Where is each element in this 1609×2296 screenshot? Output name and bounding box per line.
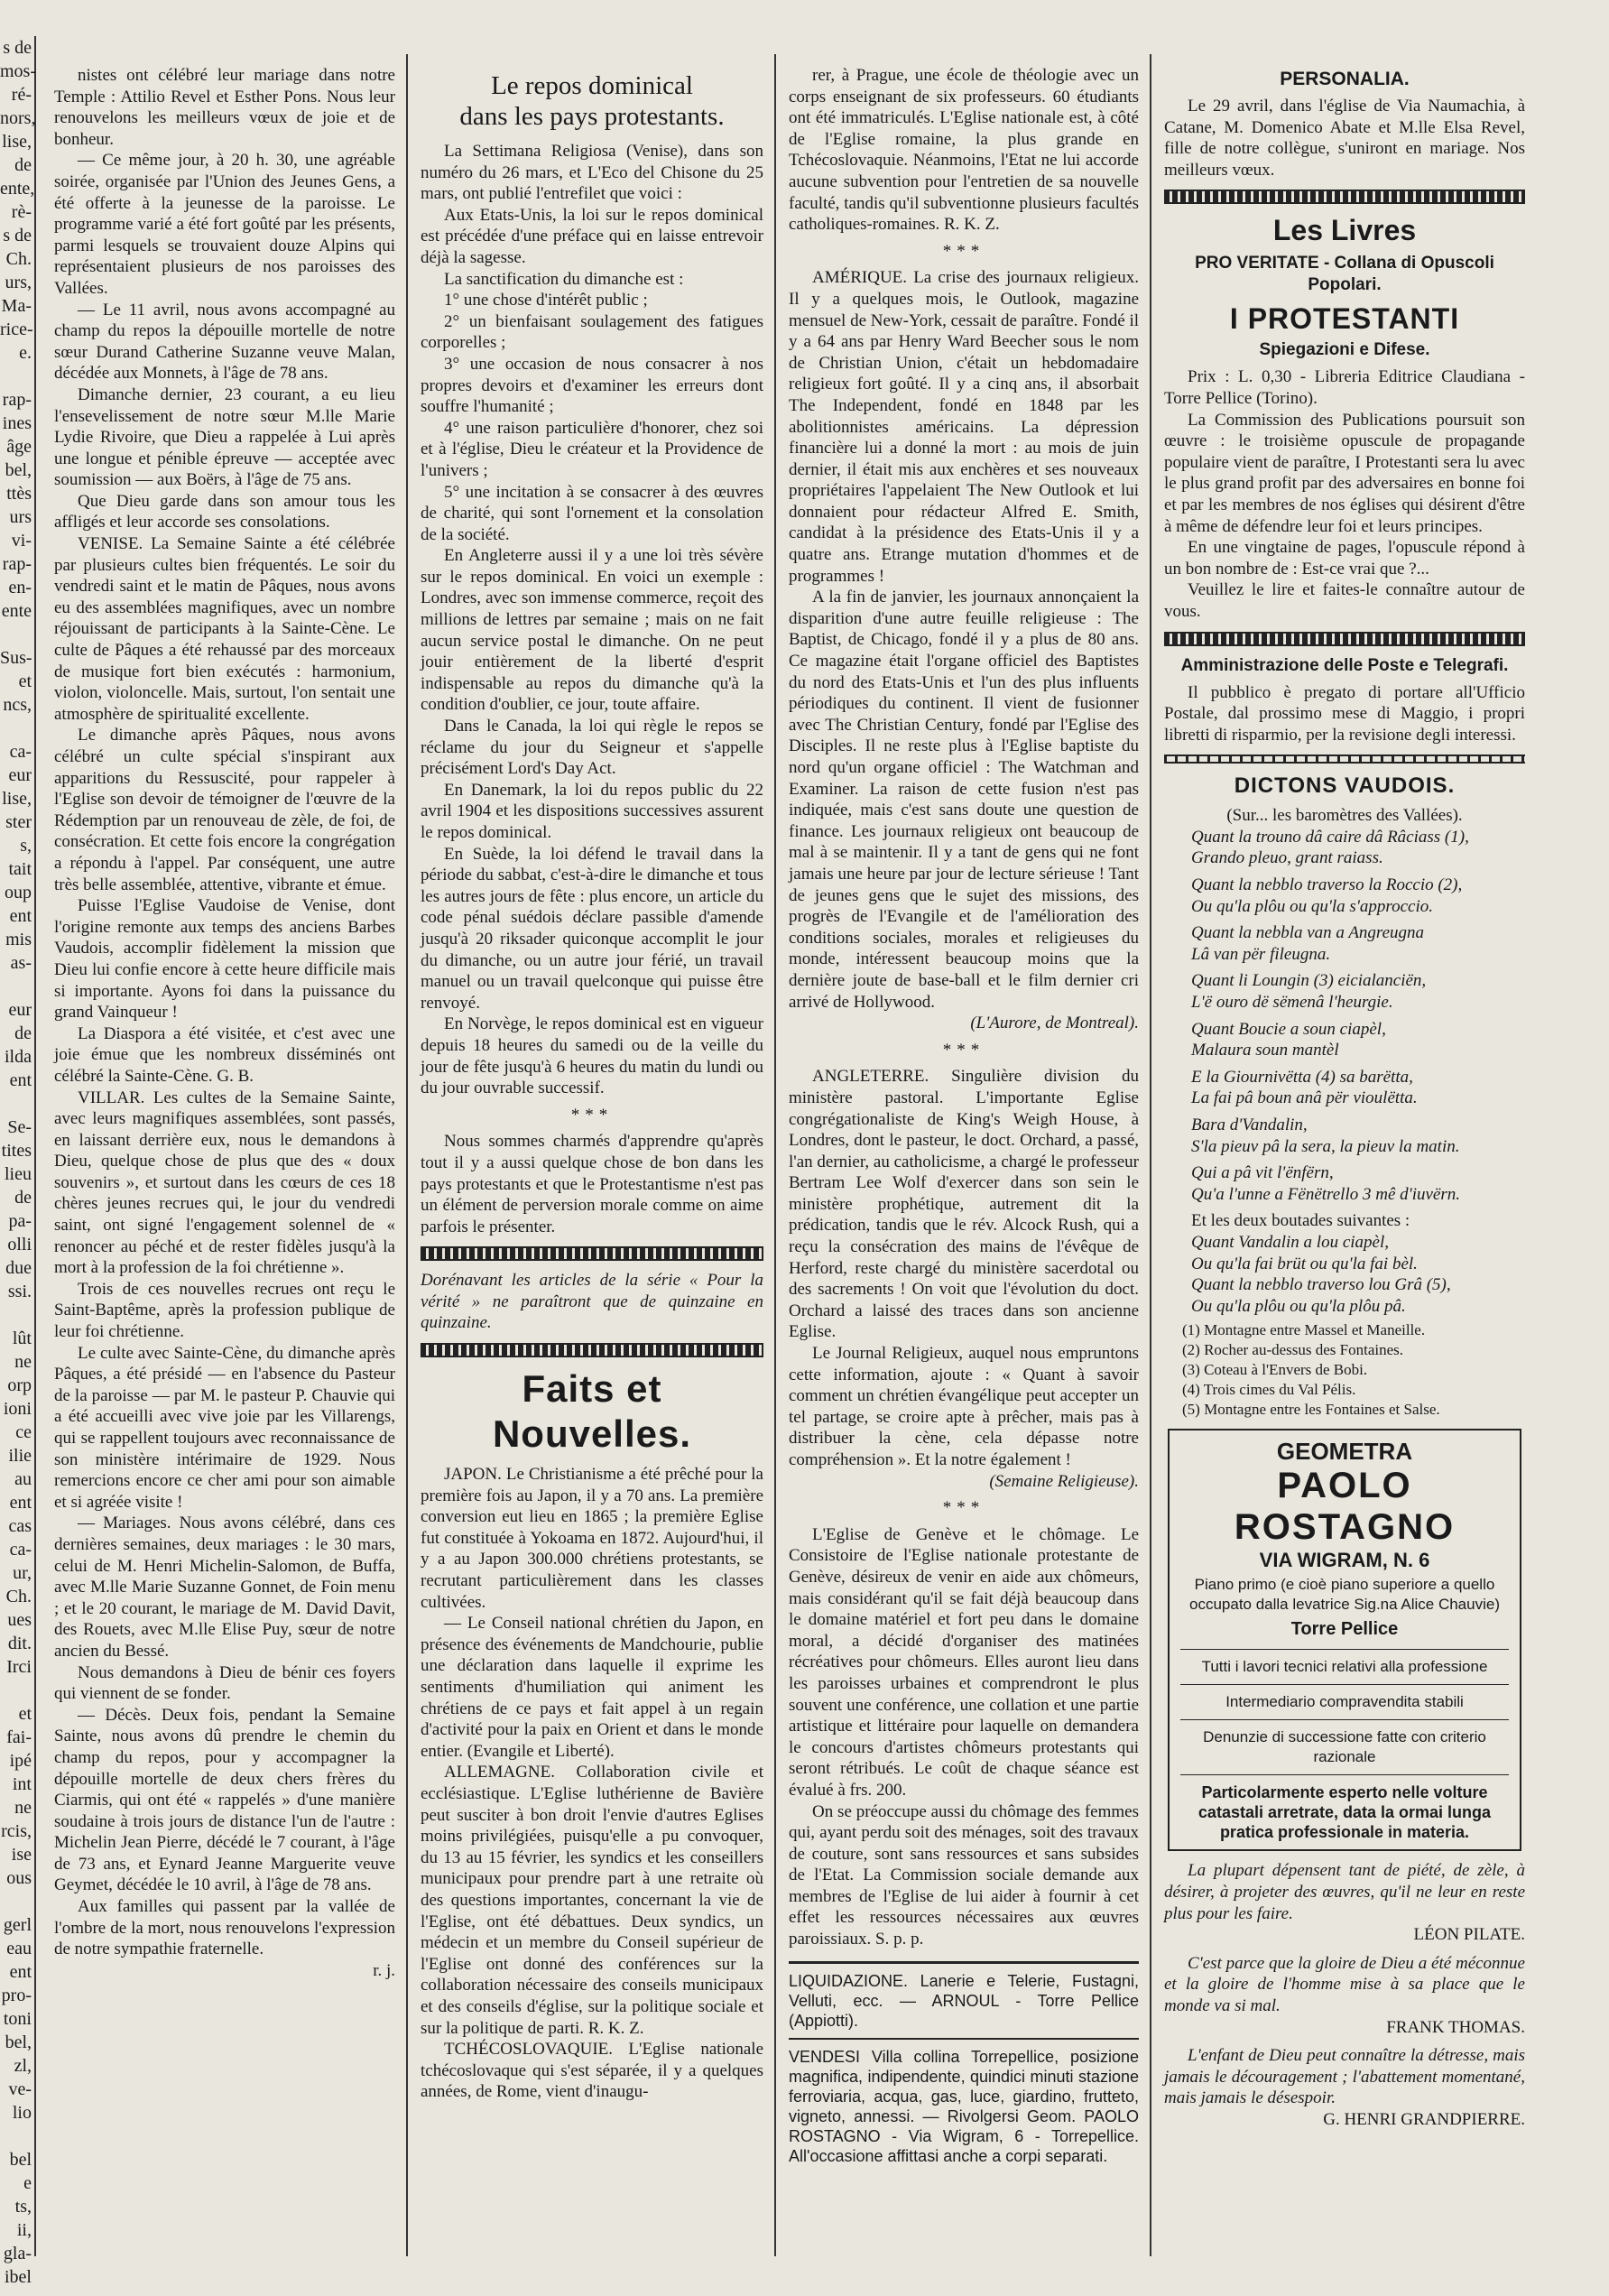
edge-fragment: nors, — [0, 108, 36, 128]
edge-fragment: ines — [2, 413, 32, 433]
edge-fragment: pa- — [8, 1211, 32, 1231]
divider — [1180, 1719, 1509, 1720]
edge-fragment: Ma- — [1, 296, 32, 316]
edge-fragment: ente, — [0, 179, 35, 199]
paragraph: Aux familles qui passent par la vallée de l'ombre de la mort, nous renouvelons l'expression de notre sympathie fraternelle. — [54, 1897, 395, 1959]
column-rule — [406, 54, 408, 2256]
edge-fragment: eur — [8, 1000, 32, 1020]
paragraph: — Ce même jour, à 20 h. 30, une agréable soirée, organisée par l'Union des Jeunes Gens, a été offerte à la jeunesse de la paroisse. Le programme varié a été fort goûté par les présents, parmi lesquels se trouvaient douze Alpins qui représentaient plusieurs de nos paroisses des Vallées. — [54, 151, 395, 298]
edge-fragment — [0, 1890, 34, 1913]
edge-fragment: bel — [9, 2150, 32, 2170]
quotes — [1164, 1860, 1525, 2130]
edge-fragment: ioni — [3, 1399, 32, 1419]
edge-fragment: au — [14, 1469, 32, 1489]
edge-fragment: tites — [1, 1141, 32, 1161]
paragraph: (Semaine Religieuse). — [989, 1471, 1139, 1491]
decorative-border — [1164, 755, 1525, 764]
quote-text: La plupart dépensent tant de piété, de zèle, à désirer, à projeter des œuvres, qu'il ne leur en reste plus pour les faire. — [1164, 1861, 1525, 1923]
edge-fragment: âge — [6, 437, 32, 457]
decorative-border — [1164, 190, 1525, 204]
edge-fragment: urs — [9, 507, 32, 527]
edge-fragment: mos- — [0, 61, 36, 81]
ad-geometra-label: GEOMETRA — [1276, 1438, 1413, 1466]
ad-geometra-town: Torre Pellice — [1290, 1619, 1399, 1640]
edge-fragment — [0, 1679, 34, 1702]
ad-geometra-line: Particolarmente esperto nelle volture catastali arretrate, data la ormai lunga pratica professionale in materia. — [1198, 1783, 1492, 1842]
paragraph: L'Eglise de Genève et le chômage. Le Consistoire de l'Eglise nationale protestante de Genève, désireux de venir en aide aux chômeurs, mais considérant qu'il se fait déjà beaucoup dans le domaine matériel et fort peu dans le domaine moral, a décidé d'organiser des matinées récréatives pour chômeurs. Elles auront lieu dans les paroisses urbaines et comprendront le plus souvent une conférence, une collation et une partie artistique et littéraire pour laquelle on demandera le concours d'artistes chômeurs protestants qui seront rétribués. Le coût de chaque séance est évalué à frs. 200. — [789, 1524, 1139, 1800]
paragraph: Le dimanche après Pâques, nous avons célébré un culte spécial s'inspirant aux apparitions du Ressuscité, pour rappeler à l'Eglise son devoir de témoigner de l'œuvre de la Rédemption par un renouveau de zèle, de foi, de consécration. Et cette fois encore la congrégation a répondu à l'appel. Par conséquent, une autre très belle assemblée, attentive, vibrante et émue. — [54, 726, 395, 894]
paragraph: A la fin de janvier, les journaux annonçaient la disparition d'une autre feuille religieuse : The Baptist, de Chicago, fondé il y a plus de 80 ans. Ce magazine était l'organe officiel des Baptistes du nord des Etats-Unis et l'un des plus influents périodiques du continent. Il vient de fusionner avec The Christian Century, fondé par l'Eglise des Disciples. Il ne reste plus à l'Eglise baptiste du nord qu'un organe officiel : The Watchman and Examiner. La raison de cette fusion n'est pas indiquée, mais c'est sans doute une question de finance. Les journaux religieux ont beaucoup de mal à se maintenir. Il y a tant de gens qui ne font jamais une heure par jour de lecture sérieuse ! Tant de jeunes gens que le sujet des missions, des progrès de l'Evangile et de l'amélioration des conditions sociales, morales et religieuses du monde, intéressent beaucoup moins que la dernière joute de base-ball et le film dernier cri arrivé de Hollywood. — [789, 588, 1139, 1012]
livres-title: Les Livres — [1272, 214, 1417, 247]
paragraph: — Mariages. Nous avons célébré, dans ces dernières semaines, deux mariages : le 30 mars, celui de M. Henri Michelin-Salomon, de Buffa, avec M.lle Marie Suzanne Gonnet, de Foin menu ; et le 20 courant, le mariage de M. David Davit, des Rouets, avec M.lle Elise Puy, sœur de notre ancien du Bessé. — [54, 1514, 395, 1661]
ad-liquidazione: LIQUIDAZIONE. Lanerie e Telerie, Fustagni, Velluti, ecc. — ARNOUL - Torre Pellice (Appiotti). — [789, 1971, 1139, 2030]
paragraph: Nous sommes charmés d'apprendre qu'après tout il y a aussi quelque chose de bon dans les pays protestants et que le Protestantisme n'est pas un élément de perversion morale comme on aime parfois le présenter. — [421, 1132, 763, 1236]
edge-fragment: ncs, — [3, 695, 32, 715]
ad-geometra-name: PAOLO ROSTAGNO — [1234, 1466, 1456, 1548]
poem-line: Quant li Loungin (3) eicialanciën, — [1191, 971, 1427, 991]
divider — [789, 2038, 1139, 2040]
edge-fragment: ts, — [14, 2197, 32, 2217]
paragraph: La Diaspora a été visitée, et c'est avec une joie émue que les nombreux disséminés ont célébré la Sainte-Cène. G. B. — [54, 1023, 395, 1086]
edge-fragment: ous — [6, 1868, 32, 1888]
article-repos-text — [421, 141, 763, 1099]
decorative-border — [421, 1343, 763, 1357]
edge-fragment: olli — [7, 1235, 32, 1254]
ad-vendesi: VENDESI Villa collina Torrepellice, posizione magnifica, indipendente, quindici minuti stazione ferroviaria, acqua, gas, luce, giardino, frutteto, vigneto, annessi. — Rivolgersi Geom. PAOLO ROSTAGNO - Via Wigram, 6 - Torrepellice. All'occasione affittasi anche a corpi separati. — [789, 2047, 1139, 2165]
divider — [1180, 1774, 1509, 1775]
poste-title: Amministrazione delle Poste e Telegrafi. — [1180, 655, 1509, 675]
poem-line: S'la pieuv pâ la sera, la pieuv la matin. — [1191, 1136, 1460, 1156]
ad-geometra-line: Intermediario compravendita stabili — [1225, 1693, 1464, 1711]
edge-fragment: dit. — [7, 1634, 32, 1653]
edge-fragment: bel, — [5, 460, 32, 480]
paragraph: TCHÉCOSLOVAQUIE. L'Eglise nationale tchécoslovaque qui s'est séparée, il y a quelques années, de Rome, vient d'inaugu- — [421, 2040, 763, 2102]
edge-fragment: e. — [19, 343, 32, 363]
paragraph: 5° une incitation à se consacrer à des œuvres de charité, qui sont l'ornement et la consolation de la société. — [421, 482, 763, 544]
poem-line: Grando pleuo, grant raiass. — [1191, 848, 1383, 868]
poem-line: Bara d'Vandalin, — [1191, 1116, 1308, 1134]
edge-fragment: ibel — [5, 2267, 32, 2287]
edge-fragment: pro- — [1, 1986, 32, 2005]
edge-fragment — [0, 1303, 34, 1327]
edge-fragment: s de — [3, 226, 32, 245]
footnote: (2) Rocher au-dessus des Fontaines. — [1182, 1341, 1404, 1359]
article-angleterre — [789, 1066, 1139, 1492]
separator-stars: *** — [942, 241, 985, 261]
edge-fragment: orp — [7, 1375, 32, 1395]
edge-fragment: as- — [10, 953, 32, 973]
quote-text: C'est parce que la gloire de Dieu a été méconnue et la gloire de l'homme mise à sa place que le monde va si mal. — [1164, 1953, 1525, 2015]
edge-fragment: ii, — [16, 2220, 32, 2240]
edge-fragment: mis — [5, 930, 32, 949]
ad-geometra-line: Denunzie di successione fatte con criterio razionale — [1203, 1728, 1486, 1766]
footnote: (4) Trois cimes du Val Pélis. — [1182, 1381, 1356, 1399]
edge-fragment: Se- — [7, 1117, 32, 1137]
edge-fragment: de — [14, 1188, 32, 1208]
edge-fragment: ent — [9, 906, 32, 926]
poem-line: Quant Vandalin a lou ciapèl, — [1191, 1232, 1390, 1252]
poem-line: Ou qu'la fai brüt ou qu'la fai bèl. — [1191, 1254, 1418, 1273]
footnote: (1) Montagne entre Massel et Maneille. — [1182, 1321, 1426, 1339]
paragraph: 3° une occasion de nous consacrer à nos propres devoirs et d'examiner les erreurs dont souffre l'humanité ; — [421, 354, 763, 417]
edge-fragment: cas — [8, 1516, 32, 1536]
edge-fragment: gerl — [3, 1915, 32, 1935]
ad-geometra-line: Tutti i lavori tecnici relativi alla professione — [1201, 1658, 1488, 1676]
poem-line: Malaura soun mantèl — [1191, 1041, 1339, 1060]
quote-author: LÉON PILATE. — [1413, 1925, 1525, 1945]
edge-fragment: ne — [14, 1798, 32, 1818]
paragraph: rer, à Prague, une école de théologie avec un corps enseignant de six professeurs. 60 étudiants ont été immatriculés. L'Eglise nationale est, à côté de l'Eglise romaine, la plus grande en Tchécoslovaquie. Néanmoins, l'Etat ne lui accorde aucune subvention pour l'entretien de sa nouvelle faculté, tandis qu'il subventionne plusieurs facultés catholiques-romaines. R. K. Z. — [789, 66, 1139, 235]
edge-fragment: ce — [15, 1422, 32, 1442]
edge-fragment: ca- — [9, 742, 32, 762]
left-page-edge — [0, 36, 36, 2287]
paragraph: En Suède, la loi défend le travail dans la période du sabbat, c'est-à-dire le dimanche et tous les autres jours de fête : plus encore, un article du code pénal suédois déclare passible d'amende jusqu'à 20 riksader quiconque accomplit le jour du dimanche, ou un autre jour férié, un travail manuel ou un travail quelconque qui puisse être renvoyé. — [421, 844, 763, 1013]
quote-text: L'enfant de Dieu peut connaître la détresse, mais jamais le découragement ; l'abattement momentané, mais jamais le désespoir. — [1164, 2046, 1525, 2108]
paragraph: ANGLETERRE. Singulière division du ministère pastoral. L'importante Eglise congrégationaliste de King's Weigh House, à Londres, dont le pasteur, le doct. Orchard, a passé, l'an dernier, au catholicisme, a chargé le professeur Bertram Lee Wolf d'exercer dans son sein le ministère prophétique, autrement dit la prédication, tandis que le rév. Alcock Rush, qui a reçu la consécration des mains de l'évêque de Herford, reste chargé du ministère sacerdotal ou des sacrements ! On voit que l'évolution du doct. Orchard a laissé des traces dans son ancienne Eglise. — [789, 1067, 1139, 1342]
edge-fragment: lieu — [5, 1164, 32, 1184]
ad-geometra — [1168, 1429, 1521, 1851]
edge-fragment: ssi. — [7, 1282, 32, 1301]
edge-fragment: zl, — [14, 2056, 32, 2076]
paragraph: Que Dieu garde dans son amour tous les affligés et leur accorde ses consolations. — [54, 491, 395, 532]
paragraph: Trois de ces nouvelles recrues ont reçu le Saint-Baptême, après la profession publique de leur foi chrétienne. — [54, 1279, 395, 1342]
edge-fragment: ré- — [11, 85, 32, 105]
edge-fragment: rcis, — [1, 1821, 32, 1841]
poem-line: Ou qu'la plôu ou qu'la s'approccio. — [1191, 896, 1433, 916]
dictons-subtitle: (Sur... les baromètres des Vallées). — [1226, 806, 1463, 826]
poem-line: La fai pâ boun anâ për vioulëtta. — [1191, 1088, 1418, 1108]
paragraph: La Settimana Religiosa (Venise), dans son numéro du 26 mars, et L'Eco del Chisone du 25 mars, ont publié l'entrefilet que voici : — [421, 142, 763, 204]
column-1-text — [54, 65, 395, 1960]
poem-line: Quant Boucie a soun ciapèl, — [1191, 1019, 1386, 1039]
column-2 — [421, 65, 763, 2267]
paragraph: En Angleterre aussi il y a une loi très sévère sur le repos dominical. En voici un exemple : Londres, avec son immense commerce, reçoit des millions de lettres par semaine ; mais on ne fait aucun service postal le dimanche. On ne peut jouir entièrement de la liberté d'esprit indispensable au repos du dimanche qu'à la condition d'oublier, ce jour, toute affaire. — [421, 546, 763, 715]
column-4 — [1164, 65, 1525, 2267]
footnote: (3) Coteau à l'Envers de Bobi. — [1182, 1361, 1368, 1379]
edge-fragment: de — [14, 1023, 32, 1043]
edge-fragment: vi- — [11, 531, 32, 551]
article-title-repos: Le repos dominical dans les pays protestants. — [459, 71, 725, 131]
divider — [1180, 1649, 1509, 1650]
edge-fragment: eur — [8, 765, 32, 785]
editor-note: Dorénavant les articles de la série « Pour la vérité » ne paraîtront que de quinzaine en quinzaine. — [421, 1271, 763, 1333]
edge-fragment: ues — [7, 1610, 32, 1630]
edge-fragment: s, — [20, 836, 32, 856]
edge-fragment — [0, 623, 34, 646]
ad-geometra-address: VIA WIGRAM, N. 6 — [1259, 1549, 1430, 1572]
column-3 — [789, 65, 1139, 2267]
edge-fragment: de — [14, 155, 32, 175]
edge-fragment — [0, 2125, 34, 2148]
paragraph: 2° un bienfaisant soulagement des fatigues corporelles ; — [421, 311, 763, 353]
dictons-title: DICTONS VAUDOIS. — [1234, 773, 1456, 799]
paragraph: (L'Aurore, de Montreal). — [970, 1014, 1139, 1033]
edge-fragment: lio — [12, 2103, 32, 2123]
edge-fragment: Ch. — [5, 249, 32, 269]
separator-stars: *** — [942, 1040, 985, 1060]
column-1-signature: r. j. — [373, 1960, 395, 1980]
column-3-text — [789, 65, 1139, 236]
edge-fragment: ne — [14, 1352, 32, 1372]
paragraph: ALLEMAGNE. Collaboration civile et ecclésiastique. L'Eglise luthérienne de Bavière peut susciter à bon droit l'envie d'autres Eglises moins privilégiées, puisqu'elle a pu convoquer, du 13 au 15 février, les syndics et les conseillers municipaux pour prendre part à une retraite où des questions importantes, concernant la vie de l'Eglise, ont été débattues. Deux syndics, un médecin et un membre du Conseil supérieur de l'Eglise ont donné des conférences sur la collaboration nécessaire des conseils municipaux et des conseils d'église, sur la politique sociale et sur la politique de parti. R. K. Z. — [421, 1763, 763, 2038]
quote-author: FRANK THOMAS. — [1386, 2017, 1525, 2037]
faits-text — [421, 1464, 763, 2103]
paragraph: La sanctification du dimanche est : — [444, 269, 684, 289]
decorative-border — [421, 1246, 763, 1261]
edge-fragment: lût — [12, 1329, 32, 1348]
paragraph: Prix : L. 0,30 - Libreria Editrice Claudiana - Torre Pellice (Torino). — [1164, 367, 1525, 408]
paragraph: nistes ont célébré leur mariage dans notre Temple : Attilio Revel et Esther Pons. Nous leur renouvelons les meilleurs vœux de joie et de bonheur. — [54, 66, 395, 149]
edge-fragment: ipé — [9, 1751, 32, 1771]
paragraph: 4° une raison particulière d'honorer, chez soi et à l'église, Dieu le créateur et la Providence de l'univers ; — [421, 418, 763, 480]
footnote: (5) Montagne entre les Fontaines et Salse. — [1182, 1401, 1440, 1419]
edge-fragment: ente — [1, 601, 32, 621]
edge-fragment: lise, — [2, 789, 32, 809]
separator-stars: *** — [570, 1105, 614, 1125]
article-geneve — [789, 1524, 1139, 1950]
column-rule — [774, 54, 776, 2256]
edge-fragment: en- — [8, 578, 32, 597]
edge-fragment: e — [23, 2173, 32, 2193]
paragraph: Veuillez le lire et faites-le connaître autour de vous. — [1164, 580, 1525, 621]
edge-fragment: rè- — [11, 202, 32, 222]
poem-line: Qui a pâ vit l'ënfërn, — [1191, 1163, 1334, 1183]
edge-fragment: et — [18, 671, 32, 691]
edge-fragment: ise — [11, 1845, 32, 1865]
paragraph: Dimanche dernier, 23 courant, a eu lieu l'ensevelissement de notre sœur M.lle Marie Lydie Rivoire, que Dieu a rappelée à Lui après une longue et pénible épreuve — acceptée avec soumission — aux Boërs, à l'âge de 75 ans. — [54, 384, 395, 490]
paragraph: En Danemark, la loi du repos public du 22 avril 1904 et les dispositions successives assurent le repos dominical. — [421, 780, 763, 842]
edge-fragment: Sus- — [0, 648, 32, 668]
pro-veritate: PRO VERITATE - Collana di Opuscoli Popolari. — [1195, 254, 1494, 295]
paragraph: La Commission des Publications poursuit son œuvre : le troisième opuscule de propagande populaire vient de paraître, I Protestanti sera lu avec le plus grand profit par des adversaires en bonne foi et par les membres de nos églises qui désirent d'être à même de défendre leur foi et leurs principes. — [1164, 410, 1525, 536]
paragraph: On se préoccupe aussi du chômage des femmes qui, ayant perdu soit des ménages, soit des travaux de couture, sont sans ressources et sans subsides de l'Etat. La Commission sociale demande aux membres de l'Eglise de lui aider à fournir à cet effet les ressources nécessaires aux œuvres paroissiaux. S. p. p. — [789, 1801, 1139, 1949]
edge-fragment — [0, 975, 34, 998]
poem-line: E la Giournivëtta (4) sa barëtta, — [1191, 1067, 1413, 1087]
paragraph: En une vingtaine de pages, l'opuscule répond à un bon nombre de : Est-ce vrai que ?... — [1164, 538, 1525, 579]
poem-line: Quant la nebblo traverso lou Grâ (5), — [1191, 1275, 1451, 1295]
edge-fragment — [0, 1092, 34, 1116]
poem-line: Ou qu'la plôu ou qu'la plôu pâ. — [1191, 1296, 1406, 1316]
divider — [789, 1961, 1139, 1964]
column-rule — [1150, 54, 1151, 2256]
livres-text — [1164, 366, 1525, 622]
edge-fragment: ttès — [6, 484, 32, 504]
paragraph: En Norvège, le repos dominical est en vigueur depuis 18 heures du samedi ou de la veille du jour de fête jusqu'à 6 heures du matin du lundi ou du jour ouvrable successif. — [421, 1014, 763, 1098]
quote-author: G. HENRI GRANDPIERRE. — [1323, 2109, 1525, 2129]
paragraph: 1° une chose d'intérêt public ; — [444, 291, 648, 310]
paragraph: — Le Conseil national chrétien du Japon, en présence des événements de Mandchourie, publie une déclaration dans laquelle il exprime les sentiments d'humiliation qui animent les chrétiens de ce pays et fait appel à un regain d'activité pour la paix en Orient et dans le monde entier. (Evangile et Liberté). — [421, 1614, 763, 1761]
paragraph: VENISE. La Semaine Sainte a été célébrée par plusieurs cultes bien fréquentés. Le soir du vendredi saint et le matin de Pâques, nous avons eu des assemblées magnifiques, avec un nombre réjouissant de participants à la Sainte-Cène. Le culte de Pâques a été rehaussé par des morceaux de musique fort bien exécutés : harmonium, violon, violoncelle. Mais, surtout, l'on sentait une atmosphère de spiritualité excellente. — [54, 534, 395, 724]
column-1 — [54, 65, 395, 2267]
edge-fragment: rap- — [2, 390, 32, 410]
paragraph: AMÉRIQUE. La crise des journaux religieux. Il y a quelques mois, le Outlook, magazine mensuel de New-York, cessait de paraître. Fondé il y a 64 ans par Henry Ward Beecher sous le nom de Christian Union, c'était un hebdomadaire religieux fort goûté. Il y a cinq ans, il absorbait The Independent, fondé en 1848 par les abolitionnistes américains. La dépression financière lui a donné la mort : au mois de juin dernier, il était mis aux enchères et ses nouveaux propriétaires l'appelaient The New Outlook et lui donnaient pour rédacteur Alfred E. Smith, candidat à la présidence des Etats-Unis il y a quatre ans. Etrange mutation d'hommes et de programmes ! — [789, 268, 1139, 586]
edge-fragment: ilie — [8, 1446, 32, 1466]
edge-fragment: oup — [5, 883, 32, 903]
edge-fragment — [0, 717, 34, 740]
paragraph: — Décès. Deux fois, pendant la Semaine Sainte, nous avons dû prendre le chemin du champ du repos, pour y accompagner la dépouille mortelle de deux chers frères du Ciarmis, qui ont été « rappelés » d'une manière soudaine à trois jours de distance l'un de l'autre : Michelin Jean Pierre, décédé le 7 courant, à l'âge de 73 ans, et Eynard Jeanne Marguerite veuve Geymet, décédée le 10 avril, à l'âge de 78 ans. — [54, 1705, 395, 1895]
edge-fragment: gla- — [3, 2244, 32, 2264]
dictons-poem — [1164, 827, 1525, 1317]
protestanti-title: I PROTESTANTI — [1229, 302, 1460, 336]
poem-line: Lâ van për fileugna. — [1191, 944, 1331, 964]
poem-line: Quant la nebbla van a Angreugna — [1191, 923, 1425, 943]
edge-fragment: ve- — [8, 2079, 32, 2099]
edge-fragment: Irci — [6, 1657, 32, 1677]
edge-fragment: rap- — [2, 554, 32, 574]
poste-text: Il pubblico è pregato di portare all'Ufficio Postale, dal prossimo mese di Maggio, i propri libretti di risparmio, per la revisione degli interessi. — [1164, 682, 1525, 745]
edge-fragment: ent — [9, 1070, 32, 1090]
edge-fragment: due — [5, 1258, 32, 1278]
paragraph: — Le 11 avril, nous avons accompagné au champ du repos la dépouille mortelle de notre sœur Durand Catherine Suzanne veuve Malan, décédée aux Monnets, à l'âge de 78 ans. — [54, 300, 395, 384]
paragraph: Le culte avec Sainte-Cène, du dimanche après Pâques, a été présidé — en l'absence du Pasteur de la paroisse — par M. le pasteur P. Chauvie qui a été accueilli avec vive joie par les Villarengs, qui se rappellent toujours avec reconnaissance de son ministère intérimaire de 1929. Nous remercions encore ce cher ami pour son aimable et si agréée visite ! — [54, 1343, 395, 1512]
edge-fragment: lise, — [2, 132, 32, 152]
edge-fragment: Ch. — [5, 1587, 32, 1606]
paragraph: JAPON. Le Christianisme a été prêché pour la première fois au Japon, il y a 70 ans. La première conversion eut lieu en 1865 ; la première Eglise fut constituée à Yokoama en 1872. Aujourd'hui, il y a au Japon 300.000 chrétiens protestants, se recrutant particulièrement dans les classes cultivées. — [421, 1465, 763, 1612]
edge-fragment: s de — [3, 38, 32, 58]
paragraph: VILLAR. Les cultes de la Semaine Sainte, avec leurs magnifiques assemblées, sont passés, en laissant derrière eux, nous le demandons à Dieu, quelque chose de plus que des « doux souvenirs », et surtout dans les cœurs de ces 18 chères jeunes recrues qui, le jour du vendredi saint, ont signé l'engagement solennel de « renoncer au péché et de rester fidèles jusqu'à la mort à la profession de la foi chrétienne ». — [54, 1088, 395, 1278]
edge-fragment: et — [18, 1704, 32, 1724]
paragraph: Le Journal Religieux, auquel nous empruntons cette information, ajoute : « Quant à savoir comment un chrétien évangélique peut accepter un tel partage, se croire apte à prêcher, mais pas à distribuer la cène, cela dépasse notre compréhension ». Et la notre également ! — [789, 1344, 1139, 1469]
edge-fragment: urs, — [5, 273, 32, 292]
edge-fragment: ilda — [5, 1047, 32, 1067]
article-repos-conclusion — [421, 1131, 763, 1237]
edge-fragment: ur, — [13, 1563, 32, 1583]
personalia-text: Le 29 avril, dans l'église de Via Naumachia, à Catane, M. Domenico Abate et M.lle Elsa Revel, fille de notre collègue, s'uniront en mariage. Nos meilleurs vœux. — [1164, 97, 1525, 180]
edge-fragment: bel, — [5, 2032, 32, 2052]
divider — [1180, 1684, 1509, 1685]
edge-fragment: ent — [9, 1493, 32, 1513]
poem-line: Qu'a l'unne a Fënëtrello 3 mê d'iuvërn. — [1191, 1184, 1460, 1204]
poem-line: Et les deux boutades suivantes : — [1191, 1211, 1410, 1231]
edge-fragment: rice- — [0, 319, 33, 339]
poem-line: Quant la nebblo traverso la Roccio (2), — [1191, 875, 1463, 895]
paragraph: Aux Etats-Unis, la loi sur le repos dominical est précédée d'une préface qui en laisse entrevoir déjà la sagesse. — [421, 205, 763, 267]
dictons-notes — [1182, 1320, 1525, 1420]
separator-stars: *** — [942, 1498, 985, 1518]
edge-fragment: toni — [3, 2009, 32, 2029]
ad-geometra-floor: Piano primo (e cioè piano superiore a quello occupato dalla levatrice Sig.na Alice Chauvie) — [1189, 1576, 1500, 1614]
edge-fragment: int — [12, 1774, 32, 1794]
section-title-faits: Faits et Nouvelles. — [492, 1367, 692, 1456]
edge-fragment: ster — [5, 812, 32, 832]
personalia-title: PERSONALIA. — [1280, 69, 1410, 89]
paragraph: Dans le Canada, la loi qui règle le repos se réclame du jour du Seigneur et s'appelle précisément Lord's Day Act. — [421, 717, 763, 779]
edge-fragment: ca- — [9, 1540, 32, 1560]
edge-fragment: tait — [8, 859, 32, 879]
edge-fragment: eau — [6, 1939, 32, 1958]
edge-fragment — [0, 365, 34, 388]
poem-line: Quant la trouno dâ caire dâ Râciass (1), — [1191, 827, 1469, 847]
decorative-border — [1164, 632, 1525, 646]
paragraph: Nous demandons à Dieu de bénir ces foyers qui viennent de se fonder. — [54, 1662, 395, 1704]
protestanti-subtitle: Spiegazioni e Difese. — [1259, 340, 1430, 360]
article-amerique — [789, 267, 1139, 1033]
edge-fragment: ent — [9, 1962, 32, 1982]
paragraph: Puisse l'Eglise Vaudoise de Venise, dont l'origine remonte aux temps des anciens Barbes Vaudois, accomplir fidèlement la mission que Dieu lui confie encore à cette heure difficile mais si importante. Ayons foi dans la puissance du grand Vainqueur ! — [54, 896, 395, 1023]
edge-fragment: fai- — [6, 1727, 32, 1747]
poem-line: L'ë ouro dë sëmenâ l'heurgie. — [1191, 993, 1393, 1013]
